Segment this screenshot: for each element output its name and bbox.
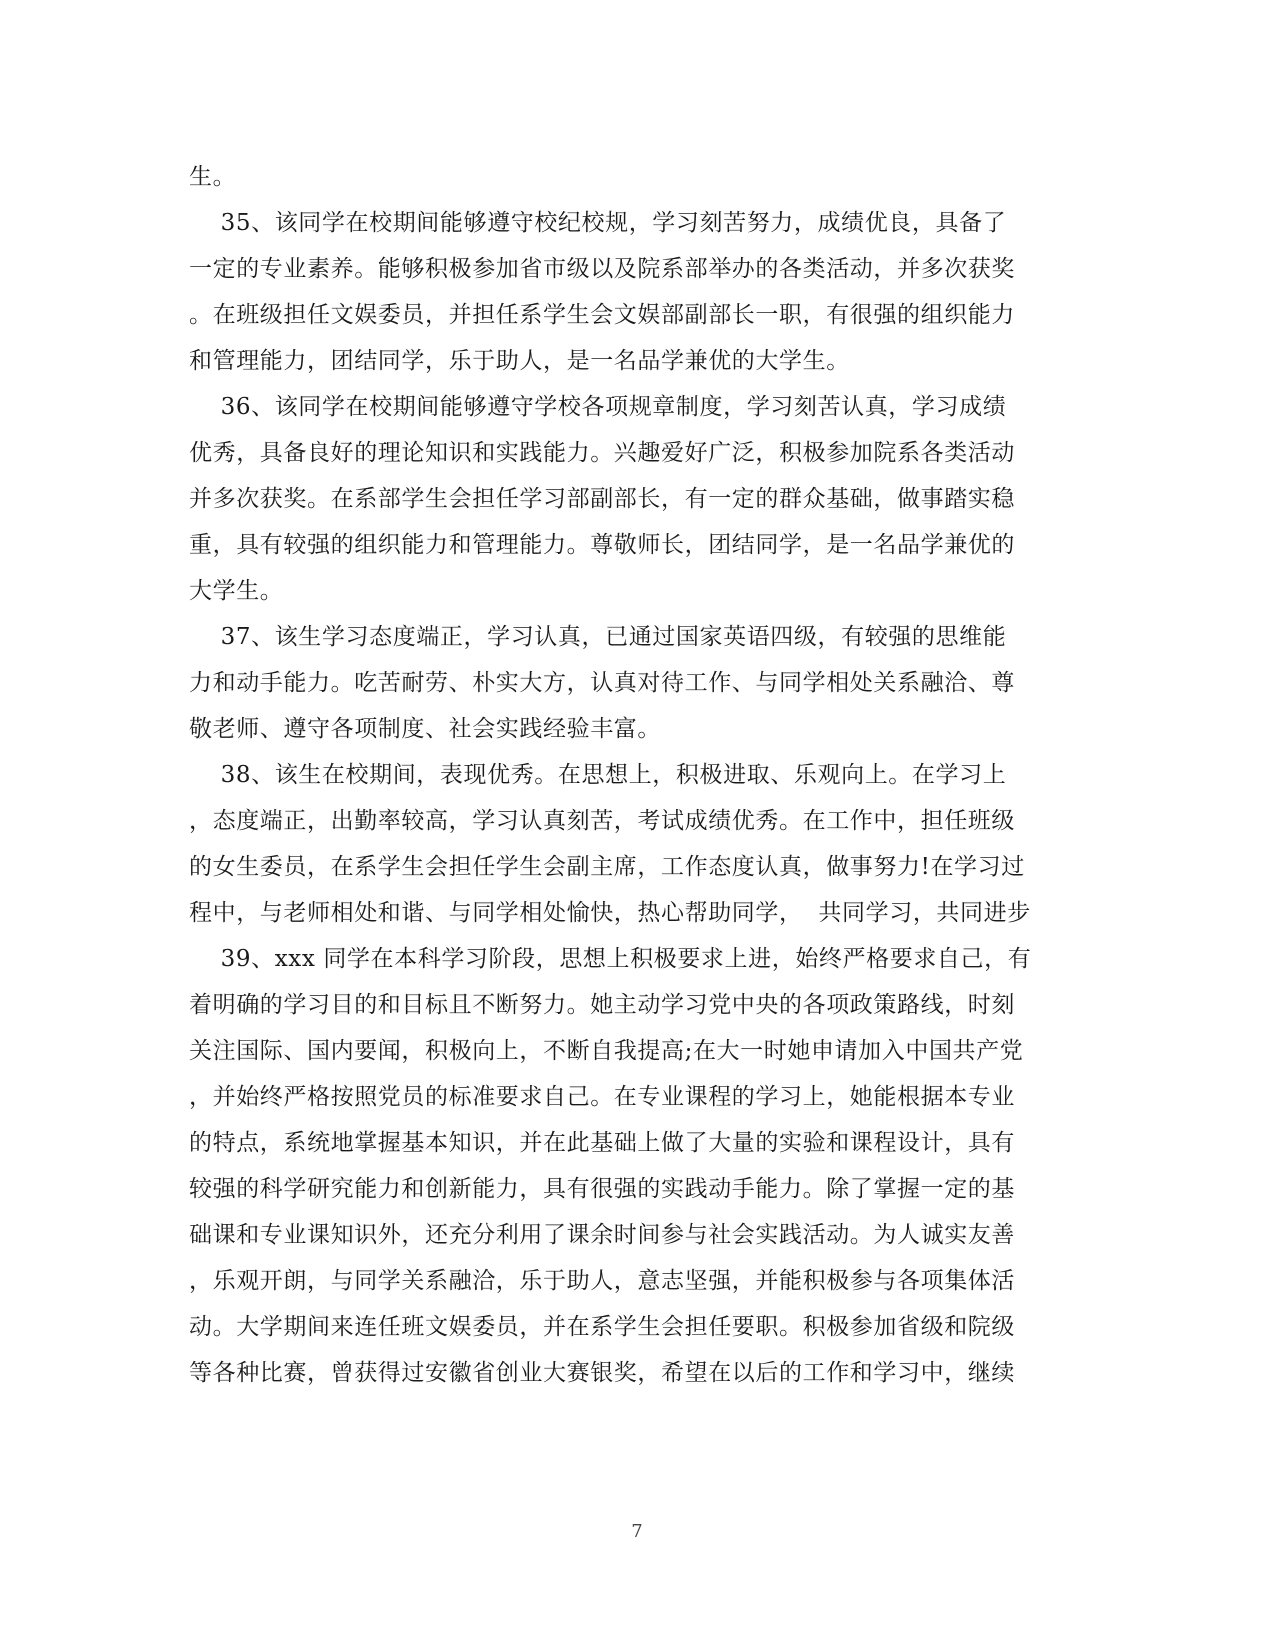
text-line: 力和动手能力。吃苦耐劳、朴实大方，认真对待工作、与同学相处关系融洽、尊 (189, 670, 1015, 696)
text-line: ，乐观开朗，与同学关系融洽，乐于助人，意志坚强，并能积极参与各项集体活 (189, 1268, 1015, 1294)
text-line: 一定的专业素养。能够积极参加省市级以及院系部举办的各类活动，并多次获奖 (189, 256, 1015, 282)
text-line: 的女生委员，在系学生会担任学生会副主席，工作态度认真，做事努力!在学习过 (189, 854, 1025, 880)
text-line: 础课和专业课知识外，还充分利用了课余时间参与社会实践活动。为人诚实友善 (189, 1222, 1015, 1248)
text-line: 38、该生在校期间，表现优秀。在思想上，积极进取、乐观向上。在学习上 (189, 762, 1007, 788)
text-line: 。在班级担任文娱委员，并担任系学生会文娱部副部长一职，有很强的组织能力 (189, 302, 1015, 328)
text-line: ，并始终严格按照党员的标准要求自己。在专业课程的学习上，她能根据本专业 (189, 1084, 1015, 1110)
page-number: 7 (631, 1521, 643, 1542)
text-line: 着明确的学习目的和目标且不断努力。她主动学习党中央的各项政策路线，时刻 (189, 992, 1015, 1018)
text-line: 的特点，系统地掌握基本知识，并在此基础上做了大量的实验和课程设计，具有 (189, 1130, 1015, 1156)
text-line: 程中，与老师相处和谐、与同学相处愉快，热心帮助同学， 共同学习，共同进步 (189, 900, 1031, 926)
text-line: 39、xxx 同学在本科学习阶段，思想上积极要求上进，始终严格要求自己，有 (189, 946, 1032, 972)
text-line: 等各种比赛，曾获得过安徽省创业大赛银奖，希望在以后的工作和学习中，继续 (189, 1360, 1015, 1386)
text-line: 敬老师、遵守各项制度、社会实践经验丰富。 (189, 716, 661, 742)
text-line: 动。大学期间来连任班文娱委员，并在系学生会担任要职。积极参加省级和院级 (189, 1314, 1015, 1340)
text-line: 优秀，具备良好的理论知识和实践能力。兴趣爱好广泛，积极参加院系各类活动 (189, 440, 1015, 466)
text-line: 较强的科学研究能力和创新能力，具有很强的实践动手能力。除了掌握一定的基 (189, 1176, 1015, 1202)
text-line: 36、该同学在校期间能够遵守学校各项规章制度，学习刻苦认真，学习成绩 (189, 394, 1007, 420)
text-line: 37、该生学习态度端正，学习认真，已通过国家英语四级，有较强的思维能 (189, 624, 1007, 650)
text-line: 35、该同学在校期间能够遵守校纪校规，学习刻苦努力，成绩优良，具备了 (189, 210, 1007, 236)
text-line: 大学生。 (189, 578, 284, 604)
text-line: 并多次获奖。在系部学生会担任学习部副部长，有一定的群众基础，做事踏实稳 (189, 486, 1015, 512)
text-line: ，态度端正，出勤率较高，学习认真刻苦，考试成绩优秀。在工作中，担任班级 (189, 808, 1015, 834)
text-line: 关注国际、国内要闻，积极向上，不断自我提高;在大一时她申请加入中国共产党 (189, 1038, 1024, 1064)
text-line: 重，具有较强的组织能力和管理能力。尊敬师长，团结同学，是一名品学兼优的 (189, 532, 1015, 558)
text-line: 生。 (189, 164, 237, 190)
text-line: 和管理能力，团结同学，乐于助人，是一名品学兼优的大学生。 (189, 348, 850, 374)
